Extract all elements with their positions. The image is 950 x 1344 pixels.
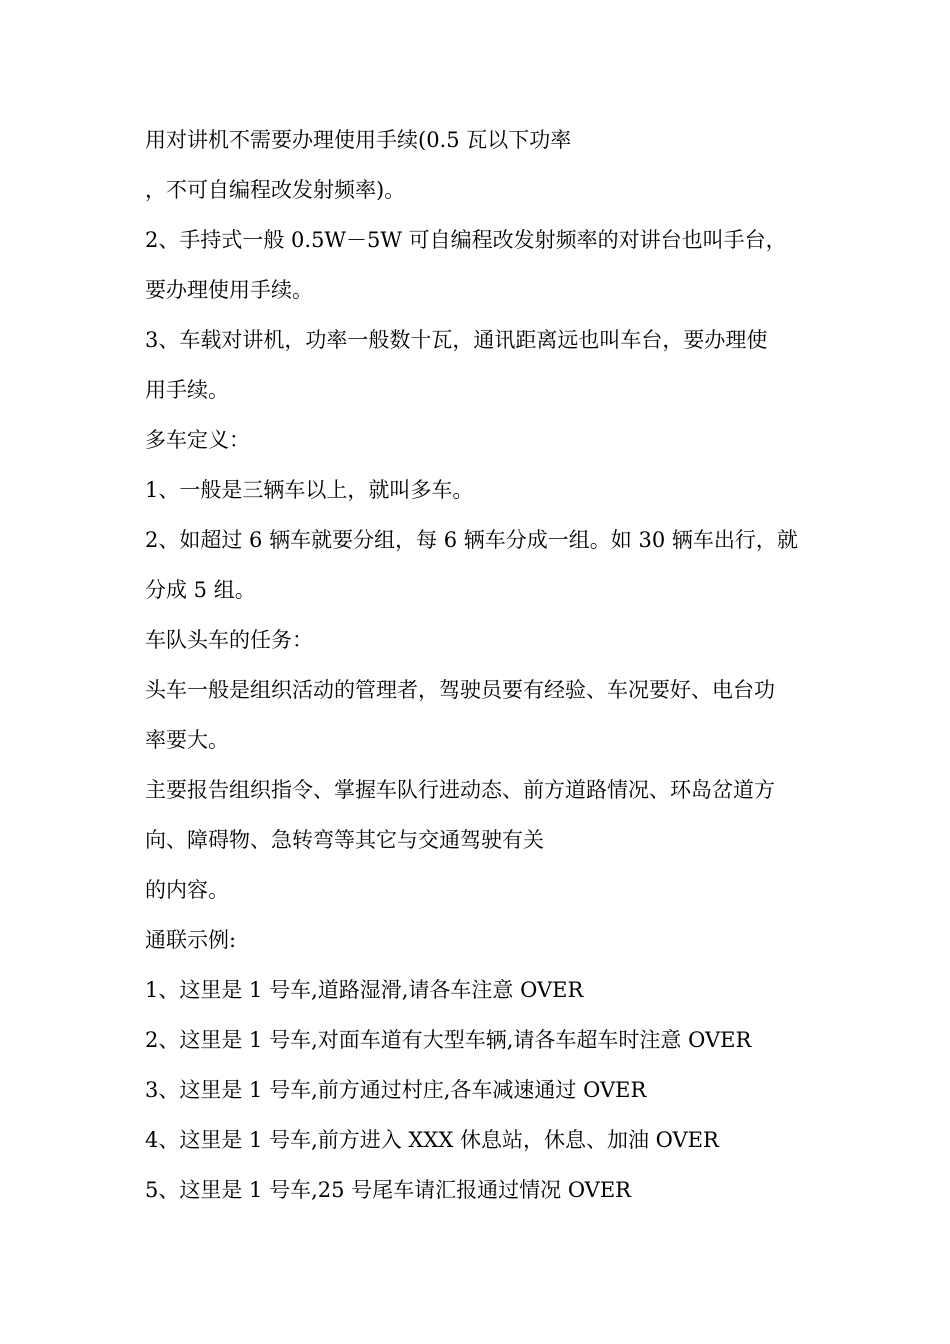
text-line: ，不可自编程改发射频率)。 bbox=[145, 178, 406, 202]
text-line: 向、障碍物、急转弯等其它与交通驾驶有关 bbox=[145, 828, 544, 852]
text-line: 2、如超过 6 辆车就要分组，每 6 辆车分成一组。如 30 辆车出行，就 bbox=[145, 528, 798, 552]
text-line: 主要报告组织指令、掌握车队行进动态、前方道路情况、环岛岔道方 bbox=[145, 778, 775, 802]
text-line: 头车一般是组织活动的管理者，驾驶员要有经验、车况要好、电台功 bbox=[145, 678, 775, 702]
section-heading: 车队头车的任务： bbox=[145, 628, 313, 652]
section-heading: 通联示例: bbox=[145, 928, 237, 952]
example-line: 2、这里是 1 号车,对面车道有大型车辆,请各车超车时注意 OVER bbox=[145, 1028, 752, 1052]
text-line: 要办理使用手续。 bbox=[145, 278, 313, 302]
example-line: 4、这里是 1 号车,前方进入 XXX 休息站，休息、加油 OVER bbox=[145, 1128, 719, 1152]
text-line: 率要大。 bbox=[145, 728, 229, 752]
text-line: 1、一般是三辆车以上，就叫多车。 bbox=[145, 478, 474, 502]
section-heading: 多车定义： bbox=[145, 428, 250, 452]
document-body bbox=[145, 115, 810, 1215]
text-line: 的内容。 bbox=[145, 878, 229, 902]
example-line: 5、这里是 1 号车,25 号尾车请汇报通过情况 OVER bbox=[145, 1178, 631, 1202]
text-line: 用手续。 bbox=[145, 378, 229, 402]
text-line: 分成 5 组。 bbox=[145, 578, 256, 602]
text-line: 2、手持式一般 0.5W－5W 可自编程改发射频率的对讲台也叫手台， bbox=[145, 228, 787, 252]
text-line: 3、车载对讲机，功率一般数十瓦，通讯距离远也叫车台，要办理使 bbox=[145, 328, 768, 352]
example-line: 3、这里是 1 号车,前方通过村庄,各车减速通过 OVER bbox=[145, 1078, 647, 1102]
example-line: 1、这里是 1 号车,道路湿滑,请各车注意 OVER bbox=[145, 978, 584, 1002]
text-line: 用对讲机不需要办理使用手续(0.5 瓦以下功率 bbox=[145, 128, 572, 152]
